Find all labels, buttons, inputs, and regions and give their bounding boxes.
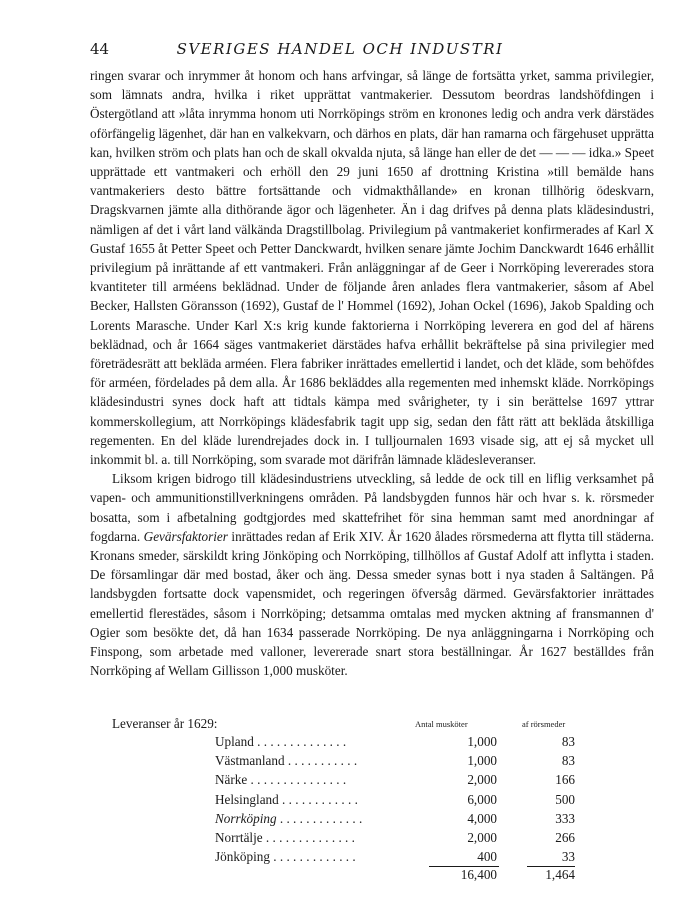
total-rorsmeder: 1,464: [545, 867, 575, 883]
table-row: [215, 830, 645, 849]
table-intro: Leveranser år 1629:: [112, 716, 218, 731]
region-name: Närke . . . . . . . . . . . . . . .: [215, 772, 347, 788]
rorsmeder-value: 83: [561, 734, 575, 749]
leader-dots: . . . . . . . . . . . . . .: [253, 734, 347, 749]
region-name: Västmanland . . . . . . . . . . .: [215, 753, 358, 769]
body-text: [90, 66, 654, 681]
running-title: SVERIGES HANDEL OCH INDUSTRI: [176, 40, 504, 58]
paragraph: Liksom krigen bidrogo till klädesindustriens utveckling, så ledde de ock till en liflig verksamhet på vapen- och ammunitionstillverkningens områden. På landsbygden funnos här och hvar s. k. rörsmeder bosatta, som i afbetalning godtgjordes med skattefrihet för sina hemman samt med anordningar af fogdarna. Gevärsfaktorier inrättades redan af Erik XIV. År 1620 ålades rörsmederna att flytta till städerna. Kronans smeder, särskildt kring Jönköping och Norrköping, tillhöllos af Gustaf Adolf att inflytta i staden. De församlingar där med bostad, åker och äng. Dessa smeder synas bott i nya staden å Saltängen. På landsbygden fortsatte dock vapensmidet, och regeringen öfversåg därmed. Gevärsfaktorier inrättades emellertid flerestädes, såsom i Norrköping; detsamma omtalas med mycken aktning af fransmannen d' Ogier som besökte det, då han 1634 passerade Norrköping. De nya anläggningarna i Norrköping och Finspong, som arbetade med valloner, levererade snart stora beställningar. År 1627 beställdes från Norrköping af Wellam Gillisson 1,000 musköter.: [90, 471, 654, 679]
region-name: Jönköping . . . . . . . . . . . . .: [215, 849, 356, 865]
page-header: [90, 40, 590, 60]
column-header-rorsmeder: af rörsmeder: [522, 719, 566, 729]
table-row: [215, 734, 645, 753]
paragraph: ringen svarar och inrymmer åt honom och hans arfvingar, så länge de fortsätta yrket, samma privilegier, som lämnats andra, hvilka i riket upprättat vantmakerier. Dessutom beordras landshöfdingen i Östergötland att »låta inrymma honom uti Norrköpings ström en kronones ledig och andra verk därstädes oförfängelig lägenhet, där han en valkekvarn, och därhos en plats, där han ramarna och färgehuset upprätta kan, hvilken ström och plats han och de skall okvalda njuta, så länge han eller de det — — — idka.» Speet upprättade ett vantmakeri och erhöll den 29 juni 1650 af drottning Kristina »till bemälde hans vantmakeriers desto bättre fortsättande och vidmakthållande» en kronan tillhörig ödeskvarn, Dragskvarnen jämte alla dithörande ägor och lägenheter. Än i dag drifves på denna plats klädesindustri, nämligen af det i vårt land välkända Dragstillbolag. Privilegium på vantmakeriet konfirmerades af Karl X Gustaf 1655 åt Petter Speet och Petter Danckwardt, hvilken senare jämte Jochim Danckwardt 1646 erhållit privilegium på inrättande af ett vantmakeri. Från anläggningar af de Geer i Norrköping levererades stora kvantiteter till arméens beklädnad. Under de följande åren anlades flera vantmakerier, såsom af Abel Becker, Hallsten Göransson (1692), Gustaf de l' Hommel (1692), Johan Ockel (1696), Jakob Spalding och Lorents Marasche. Under Karl X:s krig kunde faktorierna i Norrköping leverera en god del af härens beklädnad, och år 1664 säges vantmakeriet därstädes hafva erhållit bekräftelse på sina privilegier med företrädesrätt att bekläda arméen. Flera fabriker inrättades emellertid i landet, och det kläde, som behöfdes för arméen, fördelades på dem alla. År 1686 bekläddes alla regementen med inhemskt kläde. Norrköpings klädesindustri synes dock haft att tidtals kämpa med svårigheter, ty i sin berättelse 1697 yttrar kommerskollegium, att Norrköpings klädesfabrik tagit upp sig, sedan den fått rätt att bekläda åtskilliga regementen. En del kläde lurendrejades dock in. I tulljournalen 1693 visade sig, att ej så mycket ull inkommit bl. a. till Norrköping, som svarade mot därifrån lämnade klädesleveranser.: [90, 68, 654, 468]
table-row: [215, 772, 645, 791]
muskoter-value: 2,000: [467, 830, 497, 845]
region-name: Upland . . . . . . . . . . . . . .: [215, 734, 347, 749]
leader-dots: . . . . . . . . . . . . .: [269, 849, 356, 865]
rorsmeder-value: 500: [555, 791, 575, 807]
region-name: Norrtälje . . . . . . . . . . . . . .: [215, 830, 355, 845]
rorsmeder-value: 83: [561, 753, 575, 769]
table-row: [215, 753, 645, 772]
leader-dots: . . . . . . . . . . . .: [278, 791, 358, 807]
emphasis-term: Gevärsfaktorier: [143, 528, 228, 544]
leader-dots: . . . . . . . . . . . . .: [276, 810, 363, 826]
table-row: [215, 792, 645, 811]
muskoter-value: 1,000: [467, 753, 497, 769]
table-row: [215, 849, 645, 868]
muskoter-value: 4,000: [467, 810, 497, 826]
totals-row: [215, 867, 645, 886]
table-row: [215, 811, 645, 830]
muskoter-value: 1,000: [467, 734, 497, 749]
rorsmeder-value: 33: [561, 849, 575, 865]
page-number: 44: [90, 40, 110, 58]
rorsmeder-value: 266: [555, 830, 575, 845]
rorsmeder-value: 166: [555, 772, 575, 788]
muskoter-value: 400: [477, 849, 497, 865]
region-name: Helsingland . . . . . . . . . . . .: [215, 791, 358, 807]
column-header-muskoter: Antal musköter: [415, 719, 468, 729]
leader-dots: . . . . . . . . . . . . . .: [262, 830, 355, 845]
total-muskoter: 16,400: [460, 867, 497, 883]
muskoter-value: 6,000: [467, 791, 497, 807]
muskoter-value: 2,000: [467, 772, 497, 788]
leader-dots: . . . . . . . . . . . . . . .: [247, 772, 347, 788]
region-name: Norrköping . . . . . . . . . . . . .: [215, 810, 363, 826]
leader-dots: . . . . . . . . . . .: [284, 753, 358, 769]
rorsmeder-value: 333: [555, 810, 575, 826]
